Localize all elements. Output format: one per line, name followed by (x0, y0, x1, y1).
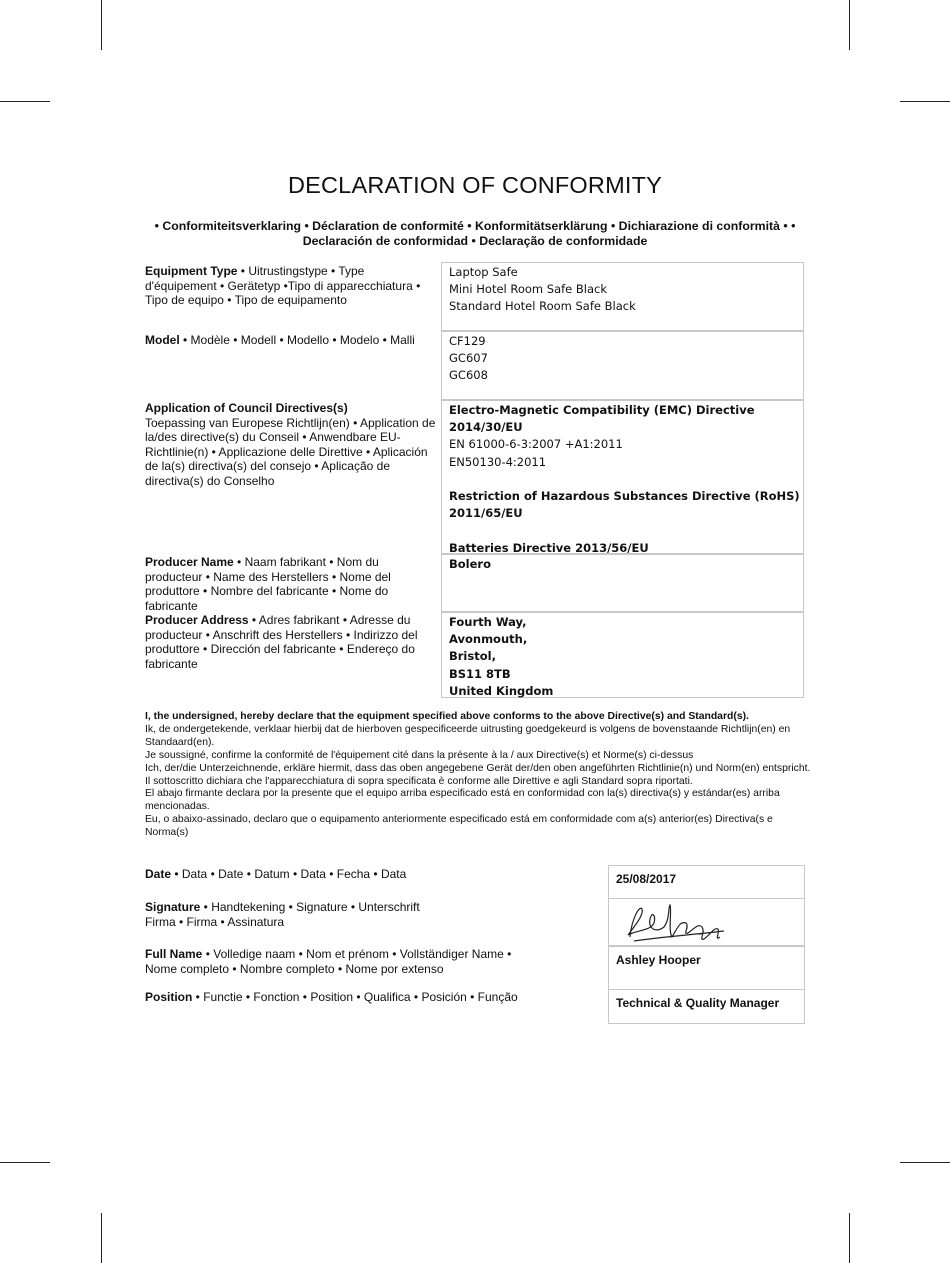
producer-address-value-box (441, 612, 804, 698)
producer-address-line: BS11 8TB (449, 666, 511, 681)
producer-name-value: Bolero (449, 557, 491, 571)
full-name-label (145, 947, 545, 976)
crop-mark (849, 1213, 850, 1263)
directives-label-bold: Application of Council Directives(s) (145, 401, 348, 415)
directives-label-translations: Toepassing van Europese Richtlijn(en) • Application de la/des directive(s) du Conseil • Anwendbare EU-Richtlinie(n) • Applicazione delle Direttive • Aplicación de la(s) directiva(s) del consejo • Aplicação de directiva(s) do Conselho (145, 415, 436, 488)
full-name-label-bold: Full Name (145, 947, 203, 961)
document-subtitle: • Conformiteitsverklaring • Déclaration de conformité • Konformitätserklärung • Dichiarazione di conformità • • Declaración de conformidad • Declaração de conformidade (154, 219, 796, 248)
model-value-box (441, 331, 804, 400)
emc-standard: EN 61000-6-3:2007 +A1:2011 (449, 437, 623, 452)
equipment-type-label-bold: Equipment Type (145, 264, 238, 278)
model-label (145, 333, 437, 348)
signature-label (145, 900, 445, 929)
date-label-translations: • Data • Date • Datum • Data • Fecha • Data (171, 867, 407, 881)
producer-address-line: United Kingdom (449, 683, 554, 698)
emc-standard: EN50130-4:2011 (449, 454, 547, 469)
producer-name-label (145, 555, 437, 613)
producer-address-label-translations: • Adres fabrikant • Adresse du producteur • Anschrift des Herstellers • Indirizzo del produttore • Dirección del fabricante • Endereço do fabricante (145, 613, 418, 671)
spacer (442, 471, 803, 488)
emc-directive-title: Electro-Magnetic Compatibility (EMC) Directive 2014/30/EU (449, 403, 755, 435)
equipment-type-value-box (441, 262, 804, 331)
position-value: Technical & Quality Manager (616, 996, 780, 1010)
crop-mark (0, 101, 50, 102)
producer-address-label (145, 613, 437, 671)
declaration-text (145, 711, 815, 840)
batteries-directive: Batteries Directive 2013/56/EU (449, 540, 649, 555)
producer-address-line: Avonmouth, (449, 632, 528, 647)
date-label-bold: Date (145, 867, 172, 881)
declaration-line-german: Ich, der/die Unterzeichnende, erkläre hiermit, dass das oben angegebene Gerät der/den oben angeführten Richtlinie(n) und Norm(en) entspricht. (145, 762, 811, 774)
producer-address-line: Bristol, (449, 649, 496, 664)
producer-address-label-bold: Producer Address (145, 613, 249, 627)
crop-mark (101, 0, 102, 50)
signature-label-translations: • Handtekening • Signature • Unterschrift Firma • Firma • Assinatura (145, 900, 420, 929)
declaration-line-italian: Il sottoscritto dichiara che l'apparecchiatura di sopra specificata è conforme alle Direttive e agli Standard sopra riportati. (145, 775, 693, 787)
directives-label (145, 401, 437, 488)
date-value-box (608, 865, 805, 899)
declaration-line-spanish: El abajo firmante declara por la presente que el equipo arriba especificado está en conformidad con la(s) directiva(s) y estándar(es) arriba mencionadas. (145, 788, 780, 813)
equipment-type-value: Laptop Safe (449, 265, 518, 279)
date-value: 25/08/2017 (616, 872, 677, 886)
crop-mark (101, 1213, 102, 1263)
equipment-type-label (145, 264, 437, 308)
crop-mark (900, 1162, 950, 1163)
date-label (145, 867, 585, 882)
declaration-line-dutch: Ik, de ondergetekende, verklaar hierbij dat de hierboven gespecificeerde uitrusting goedgekeurd is volgens de bovenstaande Richtlijn(en) en Standaard(en). (145, 723, 791, 748)
model-value: CF129 (449, 334, 486, 348)
producer-name-label-translations: • Naam fabrikant • Nom du producteur • Name des Herstellers • Nome del produttore • Nombre del fabricante • Nome do fabricante (145, 555, 391, 613)
equipment-type-value: Mini Hotel Room Safe Black (449, 282, 608, 297)
rohs-directive-title: Restriction of Hazardous Substances Directive (RoHS) (449, 489, 800, 503)
model-value: GC608 (449, 368, 488, 383)
crop-mark (900, 101, 950, 102)
producer-name-value-box (441, 554, 804, 612)
declaration-line-portuguese: Eu, o abaixo-assinado, declaro que o equipamento anteriormente especificado está em conformidade com a(s) anterior(es) Directiva(s e Norma(s) (145, 814, 773, 839)
producer-address-line: Fourth Way, (449, 615, 527, 629)
position-value-box (608, 989, 805, 1024)
model-value: GC607 (449, 351, 488, 366)
position-label (145, 990, 585, 1005)
model-label-translations: • Modèle • Modell • Modello • Modelo • Malli (179, 333, 415, 347)
directives-value-box (441, 400, 804, 554)
spacer (442, 522, 803, 539)
model-label-bold: Model (145, 333, 180, 347)
declaration-line-english: I, the undersigned, hereby declare that the equipment specified above conforms to the above Directive(s) and Standard(s). (145, 711, 749, 722)
full-name-label-translations: • Volledige naam • Nom et prénom • Vollständiger Name • Nome completo • Nombre completo • Nome por extenso (145, 947, 512, 976)
crop-mark (0, 1162, 50, 1163)
producer-name-label-bold: Producer Name (145, 555, 234, 569)
declaration-line-french: Je soussigné, confirme la conformité de l'équipement cité dans la présente à la / aux Directive(s) et Norme(s) ci-dessus (145, 749, 694, 761)
full-name-value-box (608, 946, 805, 990)
position-label-bold: Position (145, 990, 193, 1004)
full-name-value: Ashley Hooper (616, 953, 701, 967)
document-title: DECLARATION OF CONFORMITY (287, 172, 663, 198)
signature-label-bold: Signature (145, 900, 201, 914)
crop-mark (849, 0, 850, 50)
position-label-translations: • Functie • Fonction • Position • Qualifica • Posición • Função (192, 990, 518, 1004)
equipment-type-label-translations: • Uitrustingstype • Type d'équipement • Gerätetyp •Tipo di apparecchiatura • Tipo de equipo • Tipo de equipamento (145, 264, 421, 307)
equipment-type-value: Standard Hotel Room Safe Black (449, 299, 636, 314)
rohs-directive-number: 2011/65/EU (449, 506, 523, 521)
